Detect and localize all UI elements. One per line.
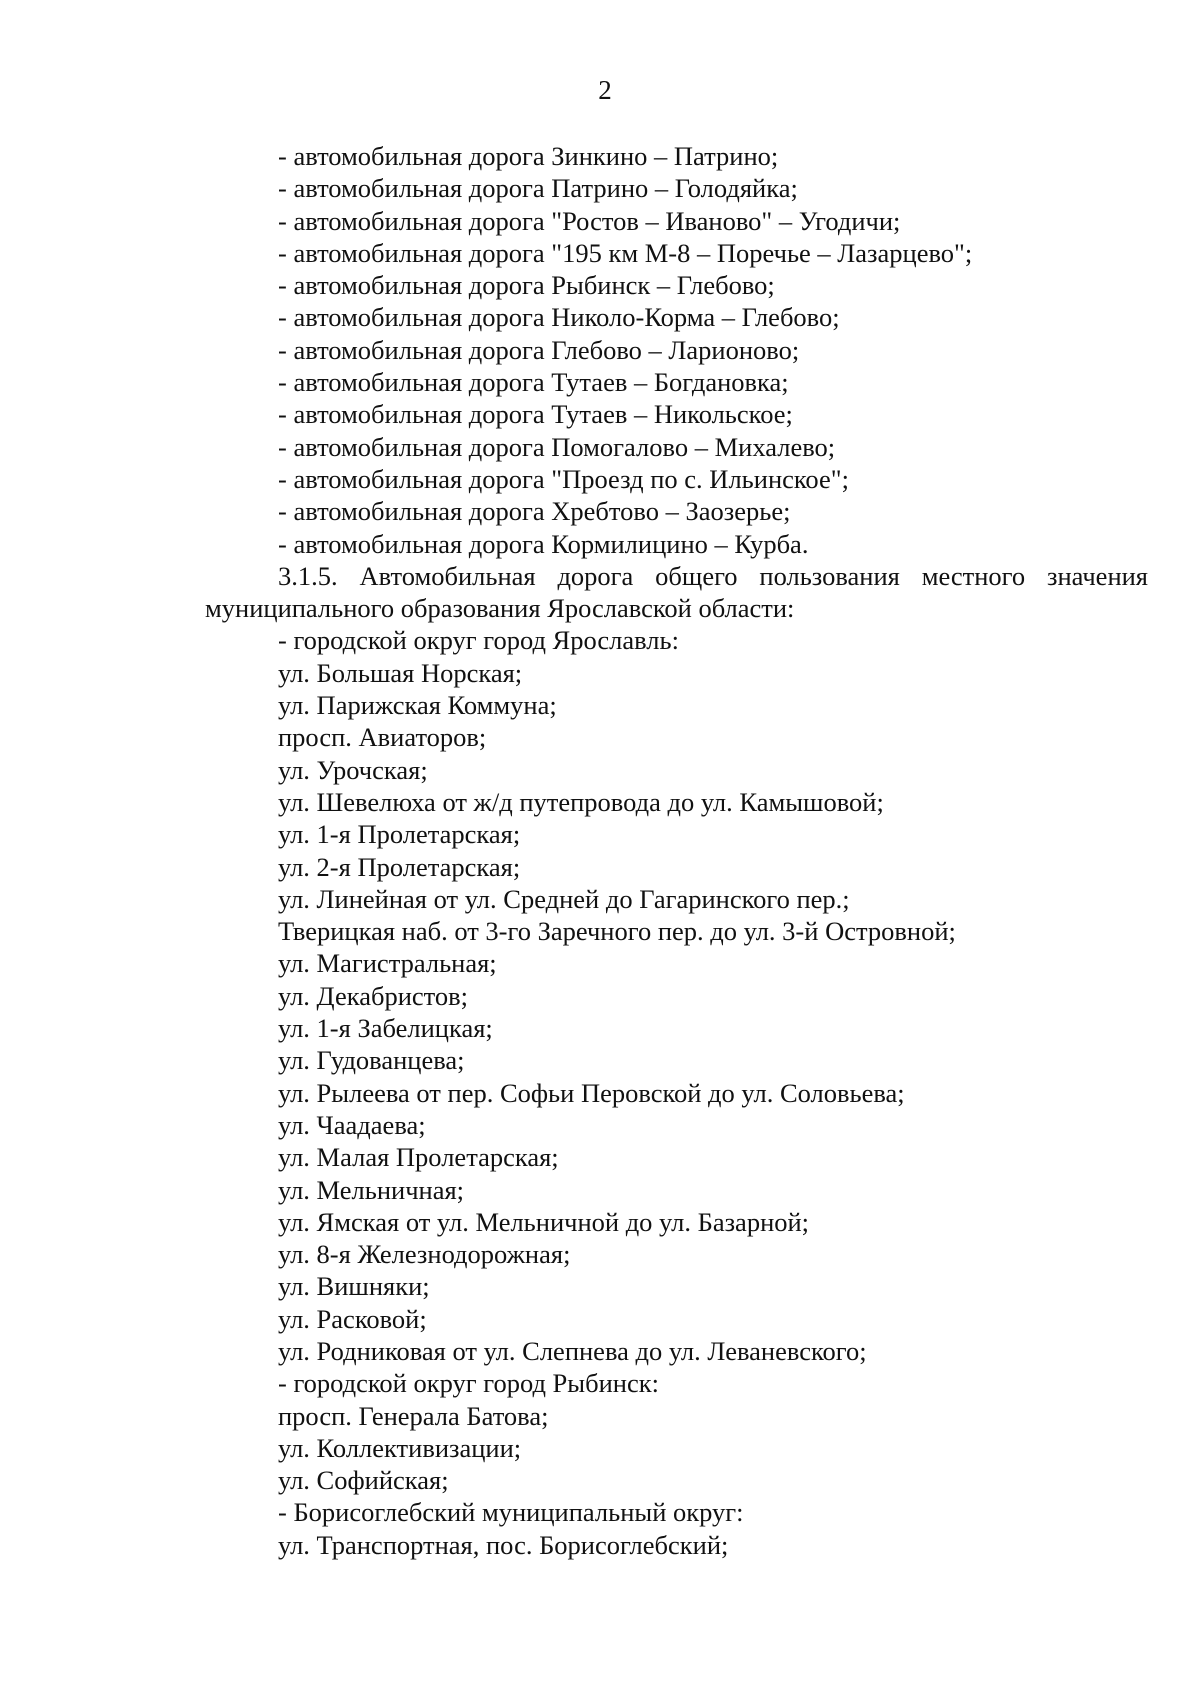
street-item: ул. Чаадаева; (278, 1109, 426, 1140)
district-header: - городской округ город Ярославль: (278, 625, 679, 656)
section-heading (205, 560, 1148, 625)
road-item: - автомобильная дорога Помогалово – Михалево; (278, 431, 836, 462)
document-body (205, 140, 1148, 1561)
road-item: - автомобильная дорога Кормилицино – Курба. (278, 528, 809, 559)
road-item: - автомобильная дорога Тутаев – Никольское; (278, 399, 793, 430)
road-item: - автомобильная дорога "Проезд по с. Ильинское"; (278, 463, 849, 494)
road-item: - автомобильная дорога Тутаев – Богдановка; (278, 367, 789, 398)
road-list (205, 140, 1148, 560)
street-item: ул. Коллективизации; (278, 1432, 522, 1463)
road-item: - автомобильная дорога Глебово – Ларионово; (278, 334, 800, 365)
road-item: - автомобильная дорога Хребтово – Заозерье; (278, 496, 791, 527)
borisoglebsky-group (205, 1496, 1148, 1561)
road-item: - автомобильная дорога Зинкино – Патрино; (278, 141, 779, 171)
street-item: ул. Рылеева от пер. Софьи Перовской до ул. Соловьева; (278, 1077, 905, 1108)
street-item: Тверицкая наб. от 3-го Заречного пер. до ул. 3-й Островной; (278, 916, 956, 947)
street-item: ул. Большая Норская; (278, 657, 523, 688)
road-item: - автомобильная дорога Николо-Корма – Глебово; (278, 302, 840, 333)
street-item: ул. Парижская Коммуна; (278, 690, 557, 721)
district-header: - Борисоглебский муниципальный округ: (278, 1497, 744, 1528)
district-header: - городской округ город Рыбинск: (278, 1368, 659, 1399)
rybinsk-group (205, 1367, 1148, 1496)
street-item: ул. 1-я Пролетарская; (278, 819, 521, 850)
street-item: ул. Урочская; (278, 754, 428, 785)
street-item: просп. Генерала Батова; (278, 1400, 549, 1431)
street-item: ул. 2-я Пролетарская; (278, 851, 521, 882)
street-item: ул. 1-я Забелицкая; (278, 1013, 493, 1044)
street-item: ул. Расковой; (278, 1303, 427, 1334)
street-item: ул. Мельничная; (278, 1174, 465, 1205)
street-item: ул. 8-я Железнодорожная; (278, 1239, 571, 1270)
yaroslavl-group (205, 624, 1148, 1367)
road-item: - автомобильная дорога "195 км М-8 – Поречье – Лазарцево"; (278, 237, 973, 268)
street-item: ул. Родниковая от ул. Слепнева до ул. Леваневского; (278, 1335, 867, 1366)
road-item: - автомобильная дорога Рыбинск – Глебово; (278, 270, 775, 301)
street-item: ул. Вишняки; (278, 1271, 430, 1302)
street-item: ул. Декабристов; (278, 980, 468, 1011)
street-item: ул. Линейная от ул. Средней до Гагаринского пер.; (278, 883, 850, 914)
page-number: 2 (598, 75, 612, 105)
street-item: ул. Транспортная, пос. Борисоглебский; (278, 1529, 729, 1560)
street-item: просп. Авиаторов; (278, 722, 487, 753)
street-item: ул. Ямская от ул. Мельничной до ул. Базарной; (278, 1206, 810, 1237)
street-item: ул. Софийская; (278, 1465, 449, 1496)
street-item: ул. Гудованцева; (278, 1045, 465, 1076)
street-item: ул. Шевелюха от ж/д путепровода до ул. Камышовой; (278, 786, 884, 817)
section-heading-line-2: муниципального образования Ярославской области: (205, 593, 795, 624)
street-item: ул. Магистральная; (278, 948, 497, 979)
street-item: ул. Малая Пролетарская; (278, 1142, 559, 1173)
road-item: - автомобильная дорога Патрино – Голодяйка; (278, 173, 798, 204)
road-item: - автомобильная дорога "Ростов – Иваново" – Угодичи; (278, 205, 901, 236)
section-heading-line-1: 3.1.5. Автомобильная дорога общего пользования местного значения (278, 560, 1148, 591)
